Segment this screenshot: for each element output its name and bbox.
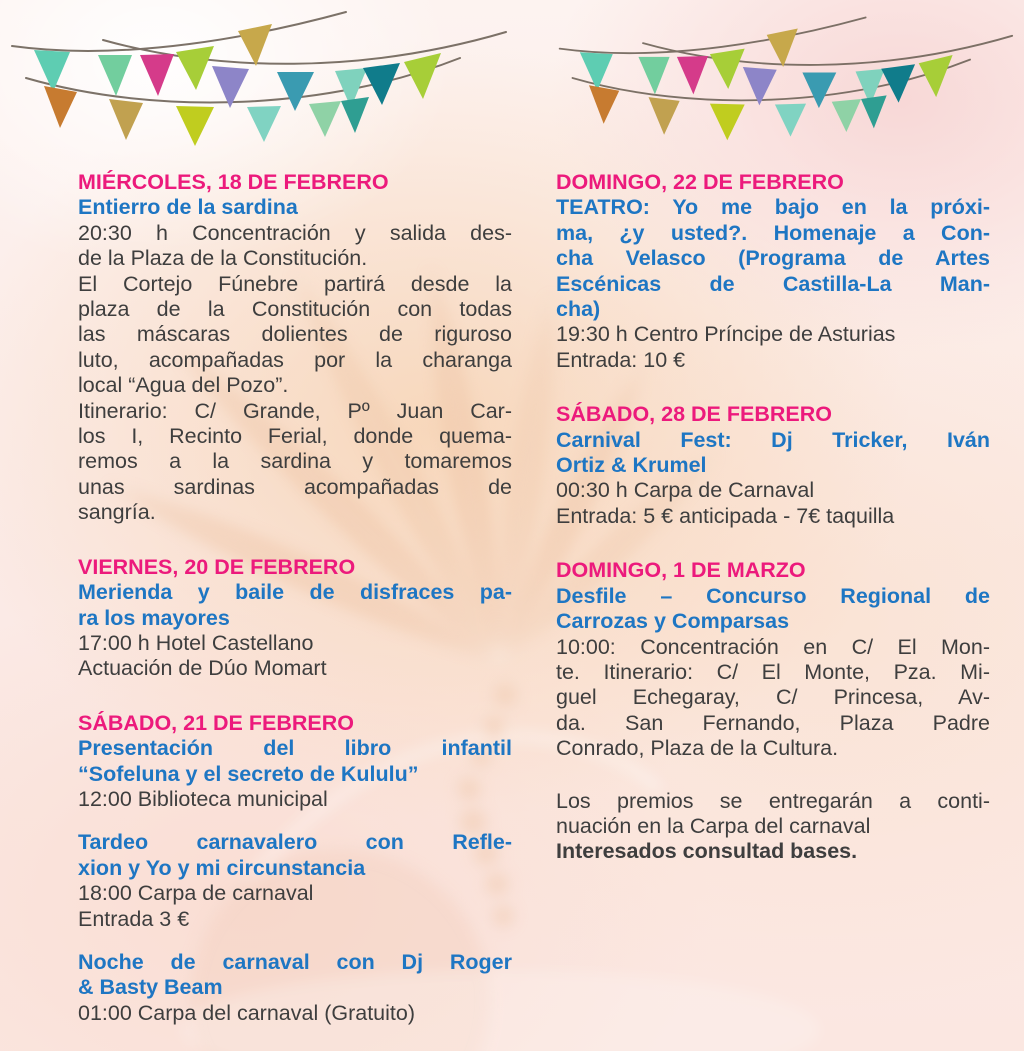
event-text-line: local “Agua del Pozo”. <box>78 373 289 398</box>
date-heading: DOMINGO, 1 DE MARZO <box>556 558 806 583</box>
event-text-line: Entrada 3 € <box>78 906 190 931</box>
pennant-flags <box>580 28 953 140</box>
pennant-flag <box>649 97 680 135</box>
event-title-line: TEATRO: Yo me bajo en la próxi- <box>556 195 990 220</box>
event-title-line: Escénicas de Castilla-La Man- <box>556 271 990 296</box>
event-text <box>78 656 512 681</box>
event-text-line: Entrada: 10 € <box>556 347 686 372</box>
pennant-flag <box>638 57 669 95</box>
event-text-line: nuación en la Carpa del carnaval <box>556 813 871 838</box>
event-title-line: & Basty Beam <box>78 975 223 1000</box>
event-title <box>556 584 990 635</box>
event-text-line: guel Echegaray, C/ Princesa, Av- <box>556 685 990 710</box>
event-text-line: luto, acompañadas por la charanga <box>78 347 512 372</box>
program-column-left <box>78 170 512 1026</box>
event-text <box>556 789 990 840</box>
event-title <box>78 950 512 1001</box>
event-title-line: Presentación del libro infantil <box>78 736 512 761</box>
pennant-flag <box>34 50 70 92</box>
event-text <box>78 1001 512 1026</box>
event-section <box>78 555 512 682</box>
event-text-line: Entrada: 5 € anticipada - 7€ taquilla <box>556 503 895 528</box>
program-column-right <box>556 170 990 865</box>
event-text <box>556 478 990 503</box>
event-title-line: cha) <box>556 297 601 322</box>
event-text-line: 01:00 Carpa del carnaval (Gratuito) <box>78 1000 416 1025</box>
pennant-flag <box>247 106 281 142</box>
event-title-line: Desfile – Concurso Regional de <box>556 583 990 608</box>
pennant-flag <box>341 97 369 133</box>
event-text-line: Conrado, Plaza de la Cultura. <box>556 736 839 761</box>
event-text <box>78 787 512 812</box>
event-title-line: ra los mayores <box>78 605 230 630</box>
event-text <box>78 221 512 272</box>
event-title <box>556 195 990 322</box>
event-text-line: remos a la sardina y tomaremos <box>78 449 512 474</box>
event-title-line: ma, ¿y usted?. Homenaje a Con- <box>556 220 990 245</box>
event-title-line: cha Velasco (Programa de Artes <box>556 246 990 271</box>
date-heading: DOMINGO, 22 DE FEBRERO <box>556 170 844 194</box>
event-section <box>78 711 512 1026</box>
event-text-line: 00:30 h Carpa de Carnaval <box>556 478 815 503</box>
pennant-flag <box>710 104 745 141</box>
event-text-line: unas sardinas acompañadas de <box>78 474 512 499</box>
event-text-line: 17:00 h Hotel Castellano <box>78 630 314 655</box>
pennant-flag <box>277 72 314 111</box>
event-text-line: de la Plaza de la Constitución. <box>78 246 368 271</box>
event-text-line: 19:30 h Centro Príncipe de Asturias <box>556 322 896 347</box>
event-section <box>78 170 512 526</box>
event-text <box>556 322 990 347</box>
pennant-flag <box>775 104 806 137</box>
event-title-line: Entierro de la sardina <box>78 195 298 220</box>
event-text <box>78 881 512 906</box>
pennant-flag <box>109 99 143 140</box>
pennant-flag <box>677 56 708 94</box>
event-title <box>78 736 512 787</box>
event-text-line: Actuación de Dúo Momart <box>78 656 327 681</box>
pennant-flag <box>44 86 77 128</box>
pennant-flag <box>238 24 272 66</box>
event-title <box>78 830 512 881</box>
pennant-flags <box>34 24 441 146</box>
event-text <box>556 635 990 762</box>
pennant-flag <box>861 95 887 128</box>
event-title-line: Ortiz & Krumel <box>556 453 707 478</box>
event-text-line: Itinerario: C/ Grande, Pº Juan Car- <box>78 398 512 423</box>
pennant-flag <box>140 54 174 96</box>
event-title-line: Carrozas y Comparsas <box>556 609 790 634</box>
pennant-flag <box>176 46 214 90</box>
pennant-flag <box>309 101 341 137</box>
bunting-garland-left <box>8 6 508 151</box>
event-text-line: Los premios se entregarán a conti- <box>556 788 990 813</box>
pennant-flag <box>710 49 745 89</box>
pennant-flag <box>580 52 613 90</box>
pennant-flag <box>363 63 400 105</box>
event-title-line: Carnival Fest: Dj Tricker, Iván <box>556 427 990 452</box>
event-title <box>78 195 512 220</box>
event-text-line: sangría. <box>78 500 156 525</box>
event-text <box>78 907 512 932</box>
pennant-flag <box>767 28 798 66</box>
event-title-line: xion y Yo y mi circunstancia <box>78 855 366 880</box>
event-text <box>556 348 990 373</box>
event-text-line: Interesados consultad bases. <box>556 839 858 864</box>
event-section <box>556 170 990 373</box>
event-title-line: Noche de carnaval con Dj Roger <box>78 949 512 974</box>
event-text-line: 12:00 Biblioteca municipal <box>78 786 328 811</box>
date-heading: VIERNES, 20 DE FEBRERO <box>78 554 356 579</box>
event-title <box>556 428 990 479</box>
pennant-flag <box>802 72 836 108</box>
event-text-line: 10:00: Concentración en C/ El Mon- <box>556 634 990 659</box>
pennant-flag <box>176 106 214 146</box>
event-title-line: Merienda y baile de disfraces pa- <box>78 580 512 605</box>
event-text <box>78 272 512 399</box>
date-heading: SÁBADO, 28 DE FEBRERO <box>556 402 832 427</box>
event-text-line: da. San Fernando, Plaza Padre <box>556 710 990 735</box>
event-section <box>556 402 990 529</box>
event-text <box>78 631 512 656</box>
bunting-garland-right <box>556 12 1014 145</box>
event-text-line: plaza de la Constitución con todas <box>78 297 512 322</box>
event-text-line: 18:00 Carpa de carnaval <box>78 881 314 906</box>
event-text-line: te. Itinerario: C/ El Monte, Pza. Mi- <box>556 659 990 684</box>
pennant-flag <box>832 99 861 132</box>
event-text <box>556 504 990 529</box>
event-title-line: “Sofeluna y el secreto de Kululu” <box>78 761 419 786</box>
pennant-flag <box>881 64 915 102</box>
pennant-flag <box>589 85 619 123</box>
event-text <box>78 399 512 526</box>
event-text <box>556 839 990 864</box>
event-section <box>556 558 990 864</box>
date-heading: SÁBADO, 21 DE FEBRERO <box>78 710 354 735</box>
event-text-line: las máscaras dolientes de riguroso <box>78 322 512 347</box>
event-title <box>78 580 512 631</box>
event-text-line: los I, Recinto Ferial, donde quema- <box>78 424 512 449</box>
event-title-line: Tardeo carnavalero con Refle- <box>78 830 512 855</box>
event-text-line: El Cortejo Fúnebre partirá desde la <box>78 271 512 296</box>
date-heading: MIÉRCOLES, 18 DE FEBRERO <box>78 170 389 194</box>
event-text-line: 20:30 h Concentración y salida des- <box>78 220 512 245</box>
pennant-flag <box>98 55 132 96</box>
